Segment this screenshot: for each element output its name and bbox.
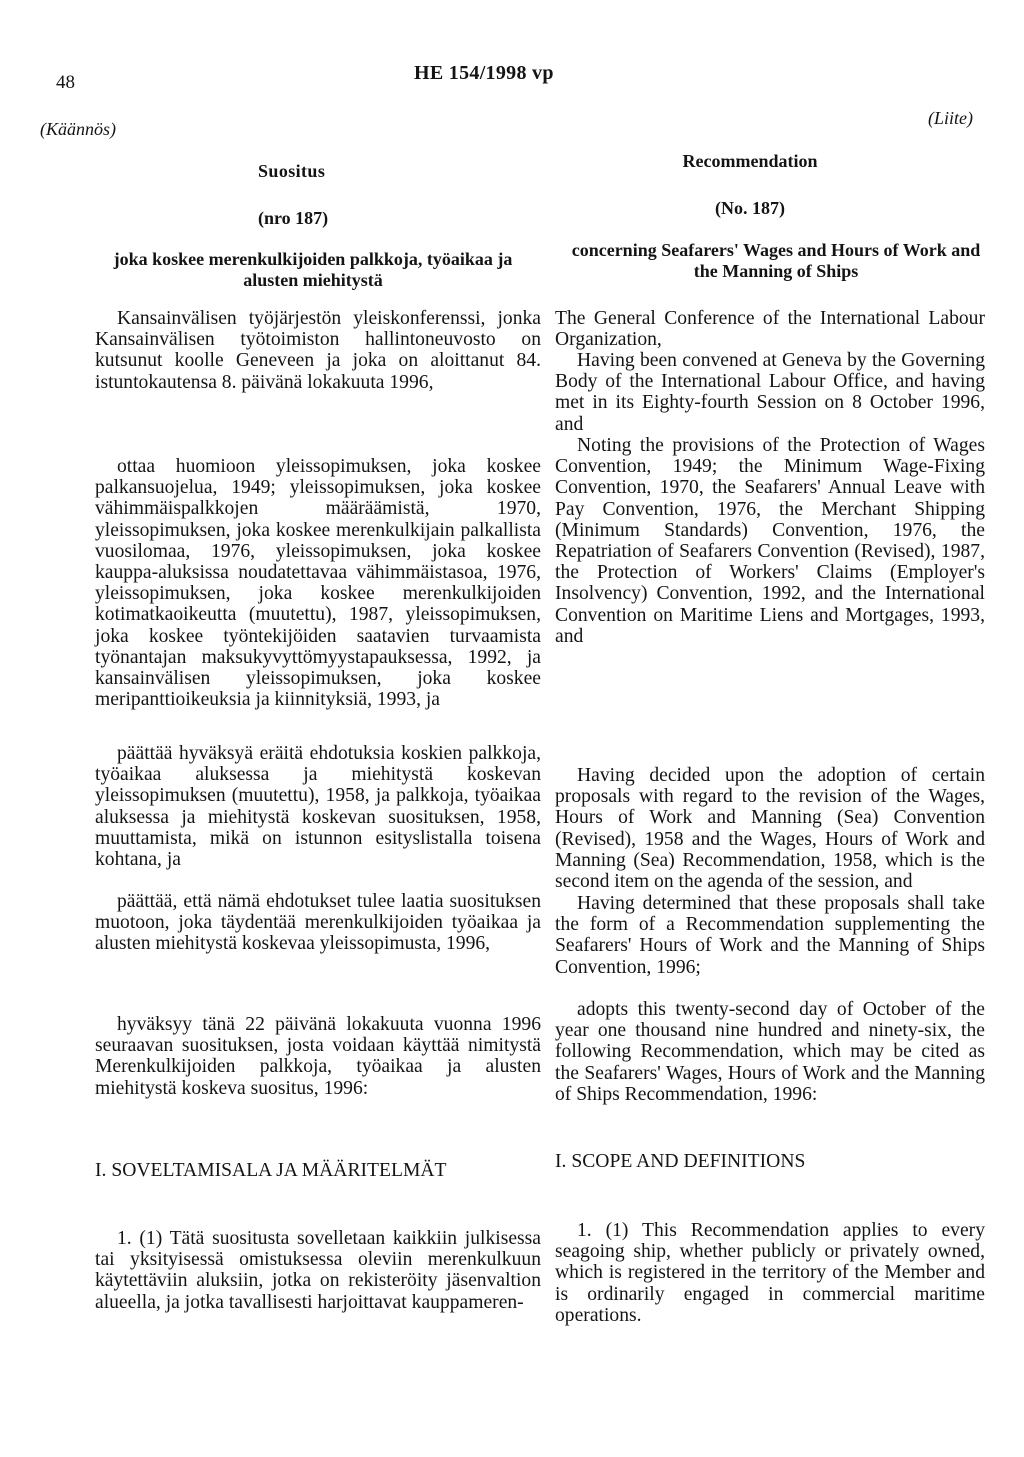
right-preamble-4: Having decided upon the adoption of certain proposals with regard to the revision of the Wages, Hours of Work and Manning (Sea) Convention (Revised), 1958 and the Wages, Hours of Work and Manning (Sea) Recommendation, 1958, which is the second item on the agenda of the session, and (555, 765, 985, 893)
translation-label: (Käännös) (40, 119, 116, 139)
left-article-1: 1. (1) Tätä suositusta sovelletaan kaikkiin julkisessa tai yksityisessä omistuksessa oleviin merenkulkuun käytettäviin aluksiin, jotka on rekisteröity jäsenvaltion alueella, ja jotka tavallisesti harjoittavat kauppameren- (95, 1228, 541, 1313)
right-preamble-2: Having been convened at Geneva by the Governing Body of the International Labour Office, and having met in its Eighty-fourth Session on 8 October 1996, and (555, 350, 985, 435)
right-section-heading: I. SCOPE AND DEFINITIONS (555, 1151, 806, 1172)
document-header: HE 154/1998 vp (414, 62, 554, 84)
page-number: 48 (56, 72, 75, 93)
right-title: Recommendation (682, 151, 818, 171)
left-section-heading: I. SOVELTAMISALA JA MÄÄRITELMÄT (95, 1160, 447, 1181)
left-preamble-4: päättää, että nämä ehdotukset tulee laatia suosituksen muotoon, joka täydentää merenkulkijoiden työaikaa ja alusten miehitystä koskevaa yleissopimusta, 1996, (95, 891, 541, 955)
left-preamble-2: ottaa huomioon yleissopimuksen, joka koskee palkansuojelua, 1949; yleissopimuksen, joka koskee vähimmäispalkkojen määräämistä, 1970, yleissopimuksen, joka koskee merenkulkijain palkallista vuosilomaa, 1976, yleissopimuksen, joka koskee kauppa-aluksissa noudatettavaa vähimmäistasoa, 1976, yleissopimuksen, joka koskee merenkulkijoiden kotimatkaoikeutta (muutettu), 1987, yleissopimuksen, joka koskee työntekijöiden saatavien turvaamista työnantajan maksukyvyttömyystapauksessa, 1992, ja kansainvälisen yleissopimuksen, joka koskee meripanttioikeuksia ja kiinnityksiä, 1993, ja (95, 456, 541, 711)
appendix-label: (Liite) (928, 108, 973, 128)
left-number: (nro 187) (258, 208, 329, 228)
right-preamble-1: The General Conference of the International Labour Organization, (555, 308, 985, 351)
right-adopts: adopts this twenty-second day of October of the year one thousand nine hundred and ninety-six, the following Recommendation, which may be cited as the Seafarers' Wages, Hours of Work and the Manning of Ships Recommendation, 1996: (555, 999, 985, 1105)
left-adopts: hyväksyy tänä 22 päivänä lokakuuta vuonna 1996 seuraavan suosituksen, josta voidaan käyttää nimitystä Merenkulkijoiden palkkoja, työaikaa ja alusten miehitystä koskeva suositus, 1996: (95, 1014, 541, 1099)
right-number: (No. 187) (715, 198, 785, 218)
right-preamble-5: Having determined that these proposals shall take the form of a Recommendation supplementing the Seafarers' Hours of Work and the Manning of Ships Convention, 1996; (555, 893, 985, 978)
left-preamble-1: Kansainvälisen työjärjestön yleiskonferenssi, jonka Kansainvälisen työtoimiston hallintoneuvosto on kutsunut koolle Geneveen ja joka on aloittanut 84. istuntokautensa 8. päivänä lokakuuta 1996, (95, 308, 541, 393)
right-subtitle: concerning Seafarers' Wages and Hours of Work and the Manning of Ships (571, 240, 981, 281)
left-preamble-3: päättää hyväksyä eräitä ehdotuksia koskien palkkoja, työaikaa aluksessa ja miehitystä koskevan yleissopimuksen (muutettu), 1958, ja palkkoja, työaikaa aluksessa ja miehitystä koskevan suosituksen, 1958, muuttamista, mikä on istunnon esityslistalla toisena kohtana, ja (95, 743, 541, 871)
right-preamble-3: Noting the provisions of the Protection of Wages Convention, 1949; the Minimum Wage-Fixing Convention, 1970, the Seafarers' Annual Leave with Pay Convention, 1976, the Merchant Shipping (Minimum Standards) Convention, 1976, the Repatriation of Seafarers Convention (Revised), 1987, the Protection of Workers' Claims (Employer's Insolvency) Convention, 1992, and the International Convention on Maritime Liens and Mortgages, 1993, and (555, 435, 985, 647)
right-article-1: 1. (1) This Recommendation applies to every seagoing ship, whether publicly or privately owned, which is registered in the territory of the Member and is ordinarily engaged in commercial maritime operations. (555, 1220, 985, 1326)
left-title: Suositus (258, 161, 326, 181)
left-subtitle: joka koskee merenkulkijoiden palkkoja, työaikaa ja alusten miehitystä (113, 249, 513, 290)
